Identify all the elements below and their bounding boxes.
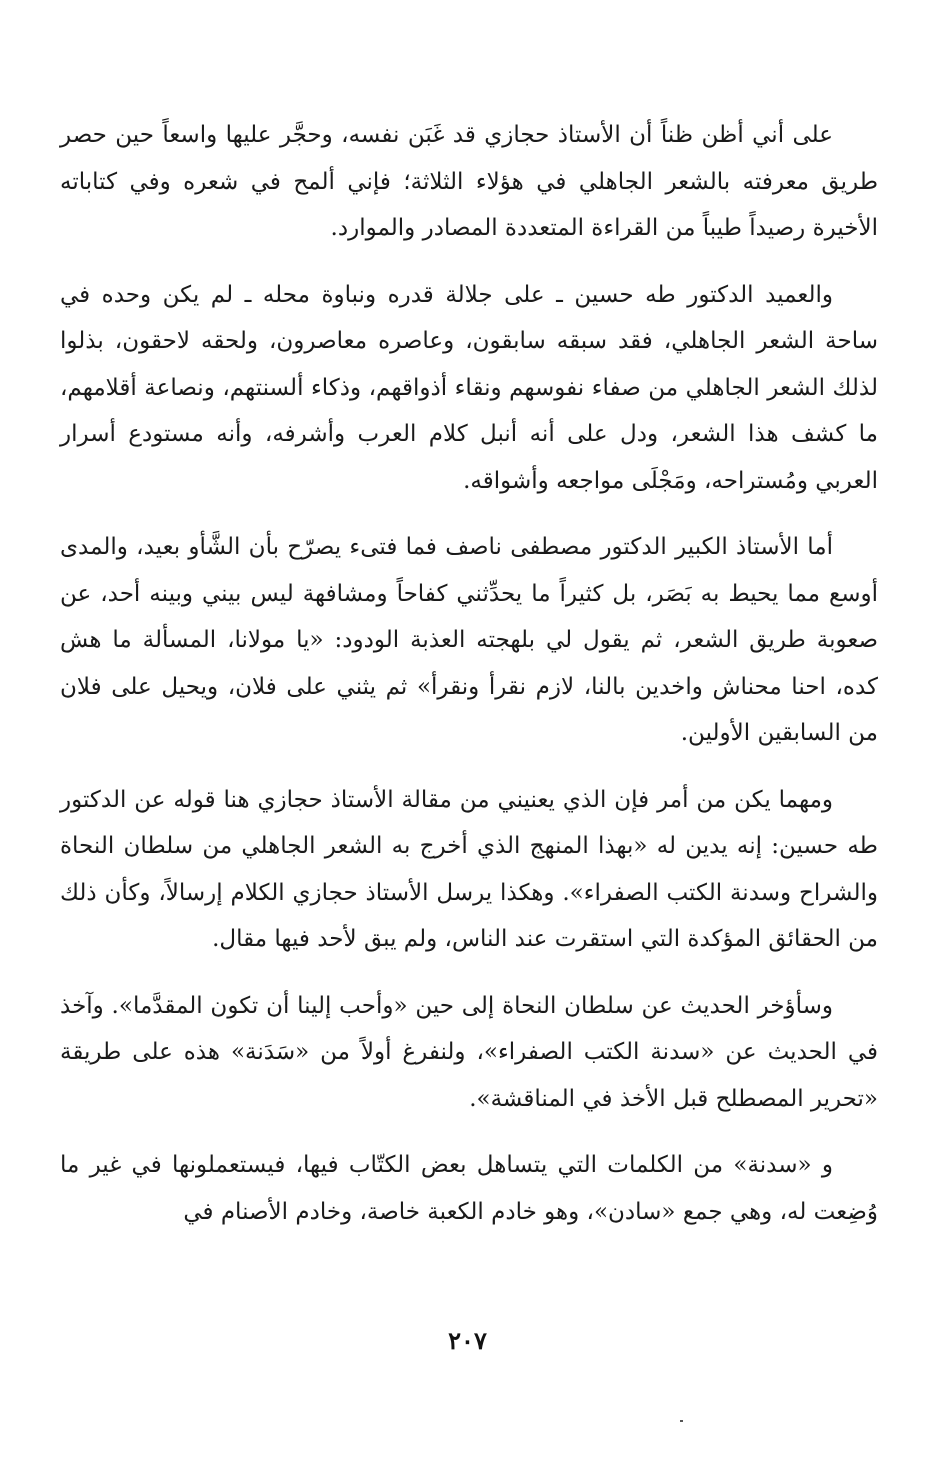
paragraph-4: ومهما يكن من أمر فإن الذي يعنيني من مقالة الأستاذ حجازي هنا قوله عن الدكتور طه حسين: إنه يدين له «بهذا المنهج الذي أخرج به الشعر الجاهلي من سلطان النحاة والشراح وسدنة الكتب الصفراء». وهكذا يرسل الأستاذ حجازي الكلام إرسالاً، وكأن ذلك من الحقائق المؤكدة التي استقرت عند الناس، ولم يبق لأحد فيها مقال. bbox=[60, 786, 878, 952]
paragraph-1: على أني أظن ظناً أن الأستاذ حجازي قد غَبَن نفسه، وحجَّر عليها واسعاً حين حصر طريق معرفته بالشعر الجاهلي في هؤلاء الثلاثة؛ فإني ألمح في شعره وفي كتاباته الأخيرة رصيداً طيباً من القراءة المتعددة المصادر والموارد. bbox=[60, 122, 878, 241]
page-number: ٢٠٧ bbox=[448, 1326, 487, 1355]
paragraph-2: والعميد الدكتور طه حسين ـ على جلالة قدره ونباوة محله ـ لم يكن وحده في ساحة الشعر الجاهلي، فقد سبقه سابقون، وعاصره معاصرون، ولحقه لاحقون، بذلوا لذلك الشعر الجاهلي من صفاء نفوسهم ونقاء أذواقهم، وذكاء ألسنتهم، ونصاعة أقلامهم، ما كشف هذا الشعر، ودل على أنه أنبل كلام العرب وأشرفه، وأنه مستودع أسرار العربي ومُستراحه، ومَجْلَى مواجعه وأشواقه. bbox=[60, 281, 878, 494]
paragraph-5: وسأؤخر الحديث عن سلطان النحاة إلى حين «وأحب إلينا أن تكون المقدَّما». وآخذ في الحديث عن «سدنة الكتب الصفراء»، ولنفرغ أولاً من «سَدَنة» هذه على طريقة «تحرير المصطلح قبل الأخذ في المناقشة». bbox=[60, 992, 878, 1112]
paragraph-3: أما الأستاذ الكبير الدكتور مصطفى ناصف فما فتىء يصرّح بأن الشَّأو بعيد، والمدى أوسع مما يحيط به بَصَر، بل كثيراً ما يحدِّثني كفاحاً ومشافهة ليس بيني وبينه أحد، عن صعوبة طريق الشعر، ثم يقول لي بلهجته العذبة الودود: «يا مولانا، المسألة ما هش كده، احنا محناش واخدين بالنا، لازم نقرأ ونقرأ» ثم يثني على فلان، ويحيل على فلان من السابقين الأولين. bbox=[60, 534, 878, 746]
scan-speck bbox=[680, 1420, 683, 1422]
paragraph-6: و «سدنة» من الكلمات التي يتساهل بعض الكتّاب فيها، فيستعملونها في غير ما وُضِعت له، وهي جمع «سادن»، وهو خادم الكعبة خاصة، وخادم الأصنام في bbox=[60, 1152, 878, 1225]
page-body bbox=[60, 112, 878, 1255]
